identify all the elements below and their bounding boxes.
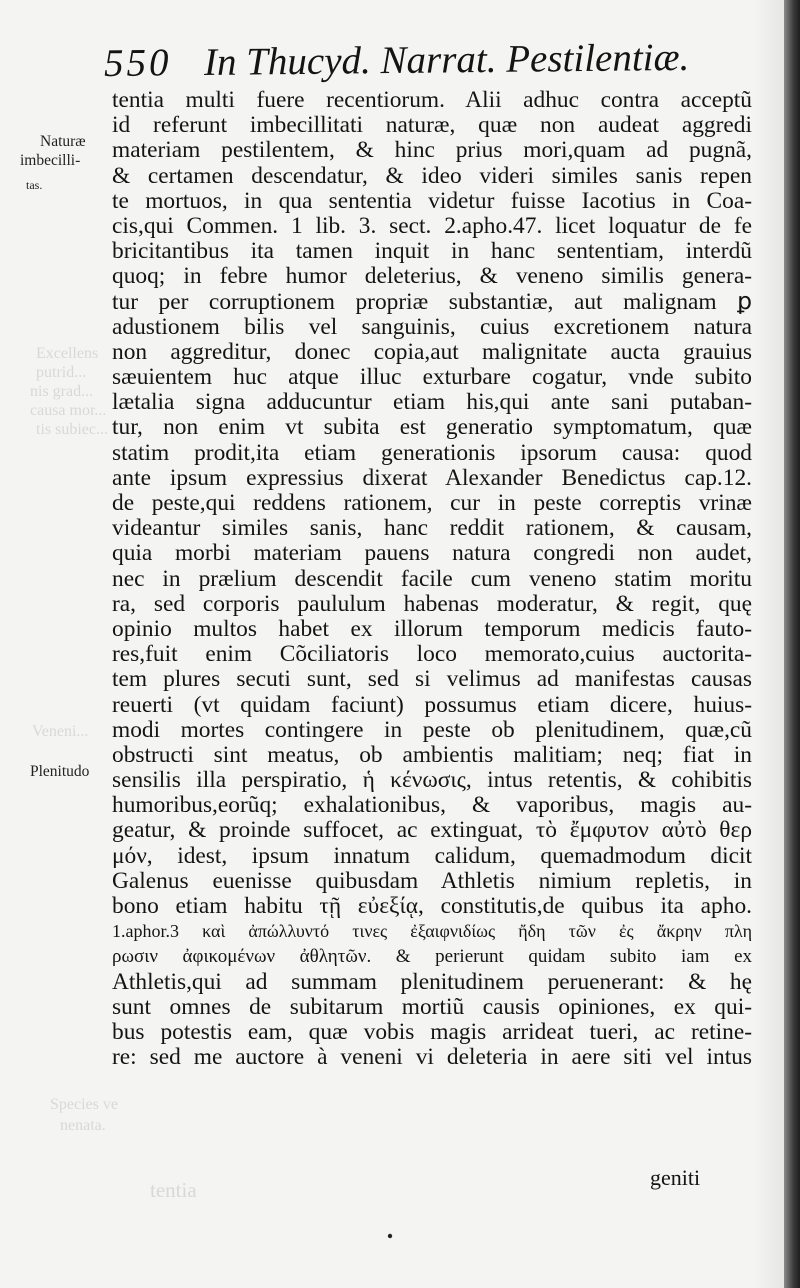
text-line: quia morbi materiam pauens natura congredi non audet, [112,540,752,567]
text-line: sensilis illa perspiratio, ἡ κένωσις, intus retentis, & cohibitis [112,767,752,794]
running-head: In Thucyd. Narrat. Pestilentiæ. [203,35,690,84]
text-line: obstructi sint meatus, ob ambientis malitiam; neq; fiat in [112,741,752,768]
text-line: te mortuos, in qua sententia videtur fuisse Iacotius in Coa- [112,187,752,214]
text-line: bono etiam habitu τῇ εὐεξίᾳ, constitutis,de quibus ita apho. [112,893,752,919]
text-line: videantur similes sanis, hanc reddit rationem, & causam, [112,515,752,542]
text-line: quoq; in febre humor deleterius, & veneno similis genera- [112,263,752,290]
text-line: opinio multos habet ex illorum temporum medicis fauto- [112,615,752,642]
bleed-through-text: Veneni... [32,723,89,740]
margin-note-naturae: Naturæ [40,133,86,150]
text-line: Galenus euenisse quibusdam Athletis nimium repletis, in [112,867,752,894]
text-line: ante ipsum expressius dixerat Alexander Benedictus cap.12. [112,464,752,491]
text-line: bricitantibus ita tamen inquit in hanc sententiam, interdũ [112,238,752,265]
text-line: μόν, idest, ipsum innatum calidum, quemadmodum dicit [112,842,752,869]
page-header [104,29,765,92]
catchword: geniti [650,1165,701,1190]
text-line: 1.aphor.3 καὶ ἀπώλλυντό τινες ἐξαιφνιδίως ἤδη τῶν ἐς ἄκρην πλη [112,921,752,942]
text-line: humoribus,eorũq; exhalationibus, & vaporibus, magis au- [112,792,752,819]
text-line: tentia multi fuere recentiorum. Alii adhuc contra acceptũ [112,87,752,113]
bleed-through-text: tentia [150,1178,197,1202]
text-line: sunt omnes de subitarum mortiũ causis opiniones, ex qui- [112,993,752,1020]
text-line: modi mortes contingere in peste ob plenitudinem, quæ,cũ [112,716,752,743]
bleed-through-text: tis subiec... [36,421,108,438]
text-line: reuerti (vt quidam faciunt) possumus etiam dicere, huius- [112,691,752,718]
bleed-through-text: Species ve [50,1096,118,1113]
text-line: tur, non enim vt subita est generatio symptomatum, quæ [112,414,752,441]
text-line: tem plures secuti sunt, sed si velimus ad manifestas causas [112,666,752,693]
text-line: re: sed me auctore à veneni vi deleteria in aere siti vel intus [112,1044,752,1071]
text-line: lætalia signa adducuntur etiam his,qui ante sani putaban- [112,389,752,416]
text-line: geatur, & proinde suffocet, ac extinguat, τὸ ἔμφυτον αὐτὸ θερ [112,817,752,844]
bleed-through-text: nis grad... [30,383,94,400]
text-line: statim prodit,ita etiam generationis ipsorum causa: quod [112,439,752,466]
text-line: Athletis,qui ad summam plenitudinem peruenerant: & hę [112,968,752,995]
text-line: & certamen descendatur, & ideo videri similes sanis repen [112,162,752,189]
text-line: ra, sed corporis paululum habenas moderatur, & regit, quę [112,590,752,617]
body-text [112,88,752,1070]
text-line: adustionem bilis vel sanguinis, cuius excretionem natura [112,313,752,340]
page-gutter-shade [754,0,784,1288]
text-line: materiam pestilentem, & hinc prius mori,quam ad pugnã, [112,137,752,164]
text-line: cis,qui Commen. 1 lib. 3. sect. 2.apho.47. licet loquatur de fe [112,212,752,239]
margin-note-imbecilli: imbecilli- [20,152,81,169]
bleed-through-text: Excellens [36,345,99,362]
bleed-through-text: putrid... [36,364,87,381]
text-line: ρωσιν ἀφικομένων ἀθλητῶν. & perierunt quidam subito iam ex [112,946,752,968]
text-line: tur per corruptionem propriæ substantiæ, aut malignam ꝑ [112,288,752,315]
text-line: non aggreditur, donec copia,aut malignitate aucta grauius [112,338,752,365]
text-line: nec in prælium descendit facile cum veneno statim moritu [112,565,752,592]
text-line: res,fuit enim Cõciliatoris loco memorato,cuius auctorita- [112,641,752,668]
page-number: 550 [103,41,172,85]
text-line: de peste,qui reddens rationem, cur in peste correptis vrinæ [112,490,752,516]
text-line: id referunt imbecillitati naturæ, quæ non audeat aggredi [112,112,752,139]
margin-note-plenitudo: Plenitudo [30,763,90,780]
scanner-edge [784,0,800,1288]
ink-speck [382,1226,402,1246]
margin-note-tas: tas. [26,178,43,192]
bleed-through-text: causa mor... [30,402,107,419]
text-line: sæuientem huc atque illuc exturbare cogatur, vnde subito [112,364,752,391]
bleed-through-text: nenata. [60,1117,106,1134]
text-line: bus potestis eam, quæ vobis magis arrideat tueri, ac retine- [112,1018,752,1045]
